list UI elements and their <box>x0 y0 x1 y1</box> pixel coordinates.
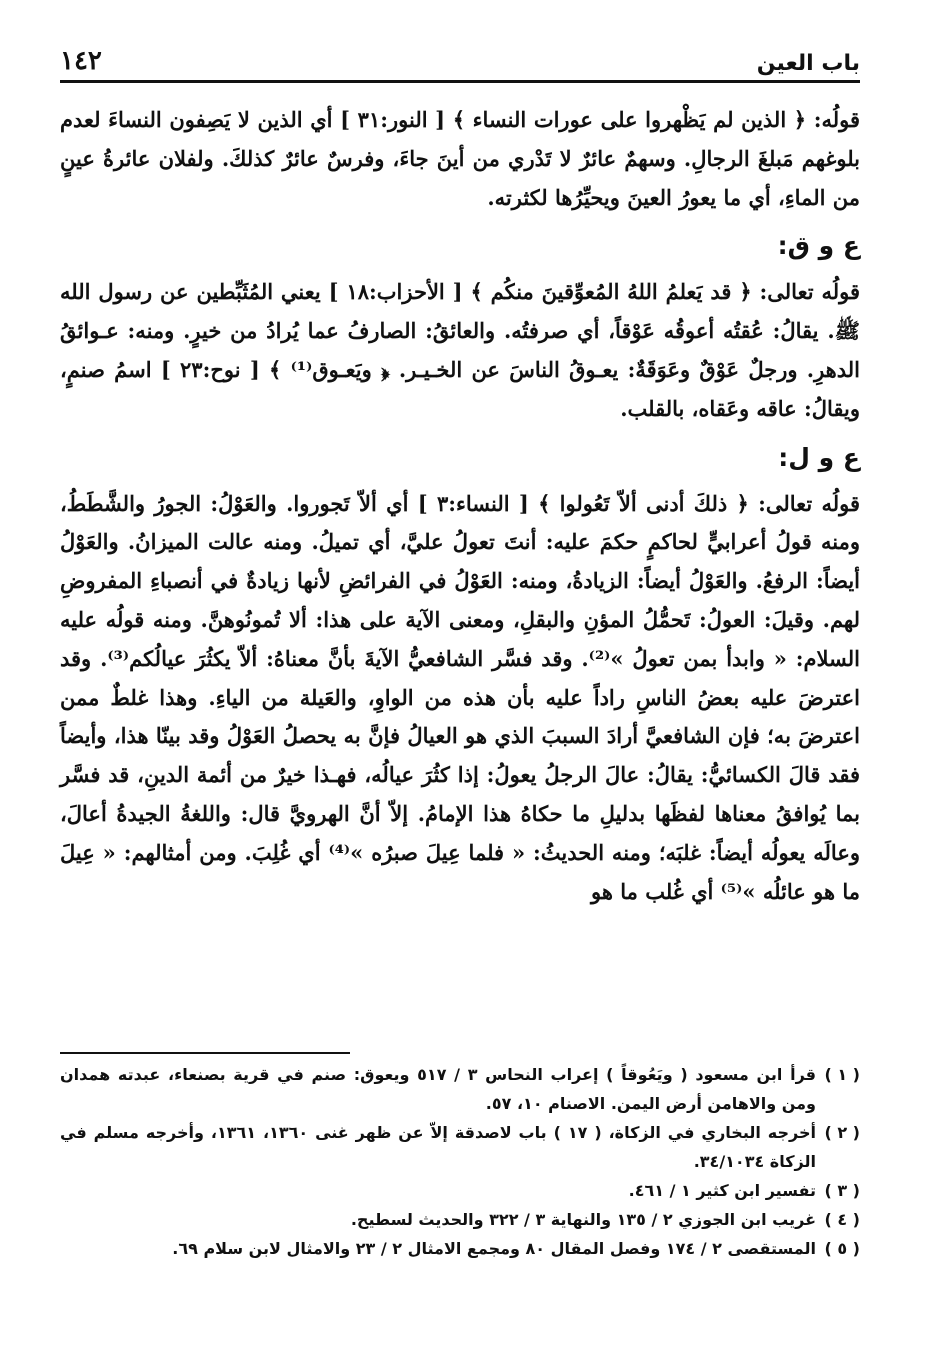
section-heading-ain-waw-qaf: ع و ق: <box>777 231 860 261</box>
footnotes <box>60 1060 860 1263</box>
running-head: باب العين <box>756 51 860 76</box>
paragraph-2: قولُه تعالى: ﴿ قد يَعلمُ اللهُ المُعوِّقينَ منكُم ﴾ [ الأحزاب:١٨ ] يعني المُثَبِّطين عن رسول الله ﷺ. يقالُ: عُقتُه أعوقُه عَوْقاً، أي صرفتُه. والعائقُ: الصارفُ عما يُرادُ من خيرٍ. ومنه: عـوائقُ الدهرِ. ورجلٌ عَوْقٌ وعَوَقَةٌ: يعـوقُ الناسَ عن الخـيـر. ﴿ ويَعـوق⁽¹⁾ ﴾ [ نوح:٢٣ ] اسمُ صنمٍ، ويقالُ: عاقه وعَقاه، بالقلب. <box>60 279 860 421</box>
footnote-text: قرأ ابن مسعود ( ويَعُوقاً ) إعراب النحاس ٣ / ٥١٧ ويعوق: صنم في قرية بصنعاء، عبدته همدان ومن والاهامن أرض اليمن. الاصنام ١٠، ٥٧. <box>60 1065 816 1113</box>
page-header <box>60 30 860 83</box>
footnote <box>60 1234 860 1263</box>
paragraph-3: قولُه تعالى: ﴿ ذلكَ أدنى ألاّ تَعُولوا ﴾ [ النساء:٣ ] أي ألاّ تَجوروا. والعَوْلُ: الجورُ والشَّطَطُ، ومنه قولُ أعرابيٍّ لحاكمٍ حكمَ عليه: أنتَ تعولُ عليَّ، أي تميلُ. ومنه عالت الميزانُ. والعَوْلُ أيضاً: الرفعُ. والعَوْلُ أيضاً: الزيادةُ، ومنه: العَوْلُ في الفرائضِ لأنها زيادةٌ في أنصباءِ المفروضِ لهم. وقيلَ: العولُ: تَحمُّلُ المؤنِ والبقلِ، ومعنى الآية على هذا: ألا تُمونُوهنَّ. ومنه قولُه عليه السلام: « وابدأ بمن تعولُ »⁽²⁾. وقد فسَّر الشافعيُّ الآيةَ بأنَّ معناهُ: ألاّ يكثُرَ عيالُكم⁽³⁾. وقد اعترضَ عليه بعضُ الناسِ راداً عليه بأن هذه من الواوِ، والعَيلة من الياءِ. وهذا غلطٌ ممن اعترضَ به؛ فإن الشافعيَّ أرادَ السببَ الذي هو العيالُ فإنَّ به يحصلُ العَوْلُ وقد بينّا هذا، وأيضاً فقد قالَ الكسائيُّ: يقالُ: عالَ الرجلُ يعولُ: إذا كثُرَ عيالُه، فهـذا خيرٌ من أئمة الدينِ، قد فسَّر بما يُوافقُ معناها لفظَها بدليلِ ما حكاهُ هذا الإمامُ. إلاّ أنَّ الهرويَّ قال: واللغةُ الجيدةُ أعالَ، وعالَه يعولُه أيضاً: غلبَه؛ ومنه الحديثُ: « فلما عِيلَ صبرُه »⁽⁴⁾ أي غُلِبَ. ومن أمثالهم: « عِيلَ ما هو عائلُه »⁽⁵⁾ أي غُلب ما هو <box>60 490 860 904</box>
footnote-number: ( ٢ ) <box>824 1123 860 1142</box>
footnote-separator <box>60 1052 350 1054</box>
footnote <box>60 1060 860 1118</box>
footnote-number: ( ٤ ) <box>824 1210 860 1229</box>
main-text <box>60 101 860 911</box>
footnote-text: أخرجه البخاري في الزكاة، ( ١٧ ) باب لاصدقة إلاّ عن ظهر غنى ١٣٦٠، ١٣٦١، وأخرجه مسلم في الزكاة ٣٤/١٠٣٤. <box>60 1123 817 1171</box>
footnote-text: المستقصى ٢ / ١٧٤ وفصل المقال ٨٠ ومجمع الامثال ٢ / ٢٣ والامثال لابن سلام ٦٩. <box>172 1239 816 1258</box>
footnote-text: تفسير ابن كثير ١ / ٤٦١. <box>628 1181 816 1200</box>
footnote-number: ( ٣ ) <box>824 1181 860 1200</box>
footnote-text: غريب ابن الجوزي ٢ / ١٣٥ والنهاية ٣ / ٣٢٢ والحديث لسطيح. <box>350 1210 816 1229</box>
footnote-number: ( ١ ) <box>824 1065 860 1084</box>
footnote <box>60 1118 860 1176</box>
paragraph-1: قولُه: ﴿ الذين لم يَظْهروا على عورات النساء ﴾ [ النور:٣١ ] أي الذين لا يَصِفون النساءَ لعدم بلوغهم مَبلغَ الرجالِ. وسهمٌ عائرٌ لا تَدْري من أينَ جاءَ، وفرسٌ عائرٌ كذلكَ. ولفلان عائرةُ عينٍ من الماءِ، أي ما يعورُ العينَ ويحيِّرُها لكثرته. <box>60 107 861 210</box>
section-heading-ain-waw-lam: ع و ل: <box>778 442 860 472</box>
footnote <box>60 1205 860 1234</box>
book-page <box>60 30 861 1258</box>
footnote-number: ( ٥ ) <box>824 1239 860 1258</box>
footnote <box>60 1176 860 1205</box>
page-number: ١٤٢ <box>60 46 102 76</box>
